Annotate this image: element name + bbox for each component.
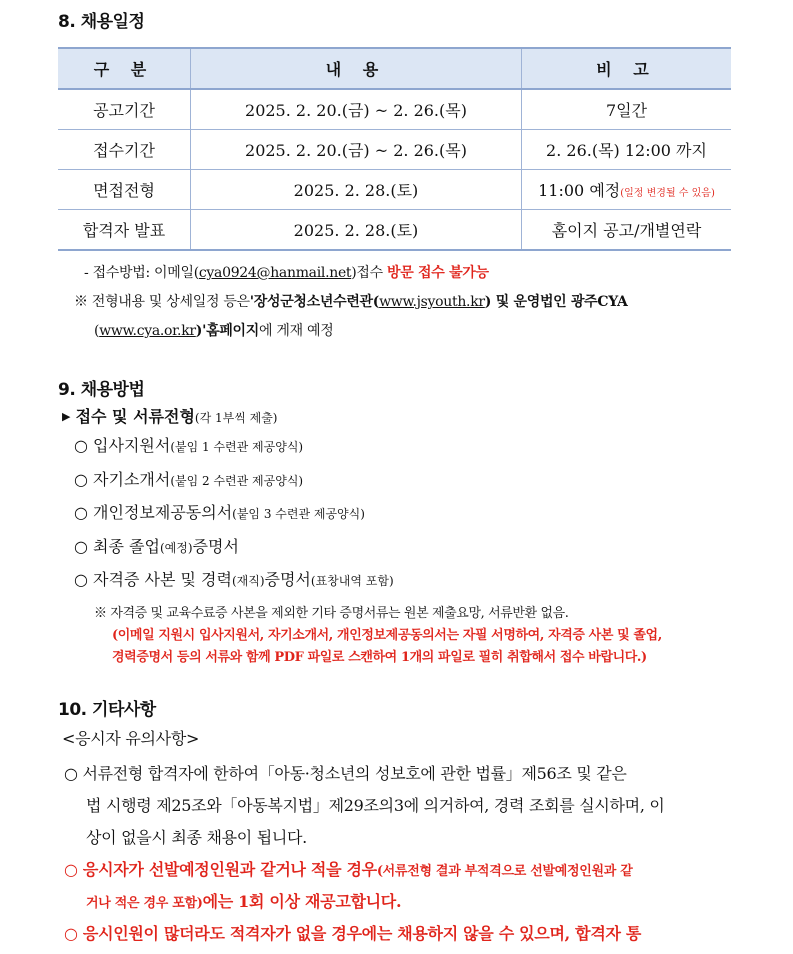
row-label: 면접전형 xyxy=(58,170,191,210)
row-content: 2025. 2. 28.(토) xyxy=(191,210,522,251)
paragraph-2-line-2: 거나 적은 경우 포함)에는 1회 이상 재공고합니다. xyxy=(86,892,402,911)
header-category: 구 분 xyxy=(58,48,191,89)
row-label: 공고기간 xyxy=(58,89,191,130)
triangle-bullet-icon: ▶ xyxy=(62,410,71,423)
table-row xyxy=(58,210,731,251)
list-item: ○ 입사지원서(붙임 1 수련관 제공양식) xyxy=(74,436,304,455)
paragraph-3-line-1: ○ 응시인원이 많더라도 적격자가 없을 경우에는 채용하지 않을 수 있으며, 합격자 통 xyxy=(64,924,642,943)
row-label: 접수기간 xyxy=(58,130,191,170)
row-content: 2025. 2. 20.(금) ~ 2. 26.(목) xyxy=(191,130,522,170)
table-row xyxy=(58,130,731,170)
header-content: 내 용 xyxy=(191,48,522,89)
list-item: ○ 최종 졸업(예정)증명서 xyxy=(74,537,239,556)
table-row xyxy=(58,170,731,210)
row-note: 홈이지 공고/개별연락 xyxy=(522,210,732,251)
paragraph-1-line-1: ○ 서류전형 합격자에 한하여「아동·청소년의 성보호에 관한 법률」제56조 및 같은 xyxy=(64,764,627,783)
email-link[interactable]: cya0924@hanmail.net xyxy=(198,265,352,281)
table-header-row xyxy=(58,48,731,89)
schedule-change-note: (일정 변경될 수 있음) xyxy=(620,188,715,199)
row-note: 7일간 xyxy=(522,89,732,130)
notice-line-2: (www.cya.or.kr)'홈페이지에 게재 예정 xyxy=(94,323,334,339)
list-item: ○ 개인정보제공동의서(붙임 3 수련관 제공양식) xyxy=(74,503,365,522)
table-row xyxy=(58,89,731,130)
paragraph-2-line-1: ○ 응시자가 선발예정인원과 같거나 적을 경우(서류전형 결과 부적격으로 선발예정인원과 같 xyxy=(64,860,633,879)
schedule-table xyxy=(58,47,731,251)
email-submit-note-2: 경력증명서 등의 서류와 함께 PDF 파일로 스캔하여 1개의 파일로 필히 취합해서 접수 바랍니다.) xyxy=(112,650,647,665)
section-9-title: 9. 채용방법 xyxy=(58,380,145,400)
jsyouth-link[interactable]: www.jsyouth.kr xyxy=(379,294,485,310)
section-8-title: 8. 채용일정 xyxy=(58,12,145,32)
list-item: ○ 자기소개서(붙임 2 수련관 제공양식) xyxy=(74,470,304,489)
section-10-title: 10. 기타사항 xyxy=(58,700,156,720)
section-9-subtitle: ▶ 접수 및 서류전형(각 1부씩 제출) xyxy=(62,407,278,426)
row-content: 2025. 2. 20.(금) ~ 2. 26.(목) xyxy=(191,89,522,130)
document-note: ※ 자격증 및 교육수료증 사본을 제외한 기타 증명서류는 원본 제출요망, 서류반환 없음. xyxy=(94,606,569,621)
paragraph-1-line-2: 법 시행령 제25조와「아동복지법」제29조의3에 의거하여, 경력 조회를 실시하며, 이 xyxy=(86,796,665,815)
paragraph-1-line-3: 상이 없을시 최종 채용이 됩니다. xyxy=(86,828,307,847)
row-note: 11:00 예정(일정 변경될 수 있음) xyxy=(522,170,732,210)
notice-line-1: ※ 전형내용 및 상세일정 등은'장성군청소년수련관(www.jsyouth.kr) 및 운영법인 광주CYA xyxy=(74,294,628,310)
cya-link[interactable]: www.cya.or.kr xyxy=(99,323,196,339)
visit-not-allowed: 방문 접수 불가능 xyxy=(387,265,489,281)
row-note: 2. 26.(목) 12:00 까지 xyxy=(522,130,732,170)
row-label: 합격자 발표 xyxy=(58,210,191,251)
list-item: ○ 자격증 사본 및 경력(재직)증명서(표창내역 포함) xyxy=(74,570,394,589)
apply-method: - 접수방법: 이메일(cya0924@hanmail.net)접수 방문 접수 불가능 xyxy=(84,265,489,281)
section-10-subtitle: <응시자 유의사항> xyxy=(62,729,200,748)
row-content: 2025. 2. 28.(토) xyxy=(191,170,522,210)
header-remark: 비 고 xyxy=(522,48,732,89)
email-submit-note-1: (이메일 지원시 입사지원서, 자기소개서, 개인정보제공동의서는 자필 서명하여, 자격증 사본 및 졸업, xyxy=(112,628,662,643)
